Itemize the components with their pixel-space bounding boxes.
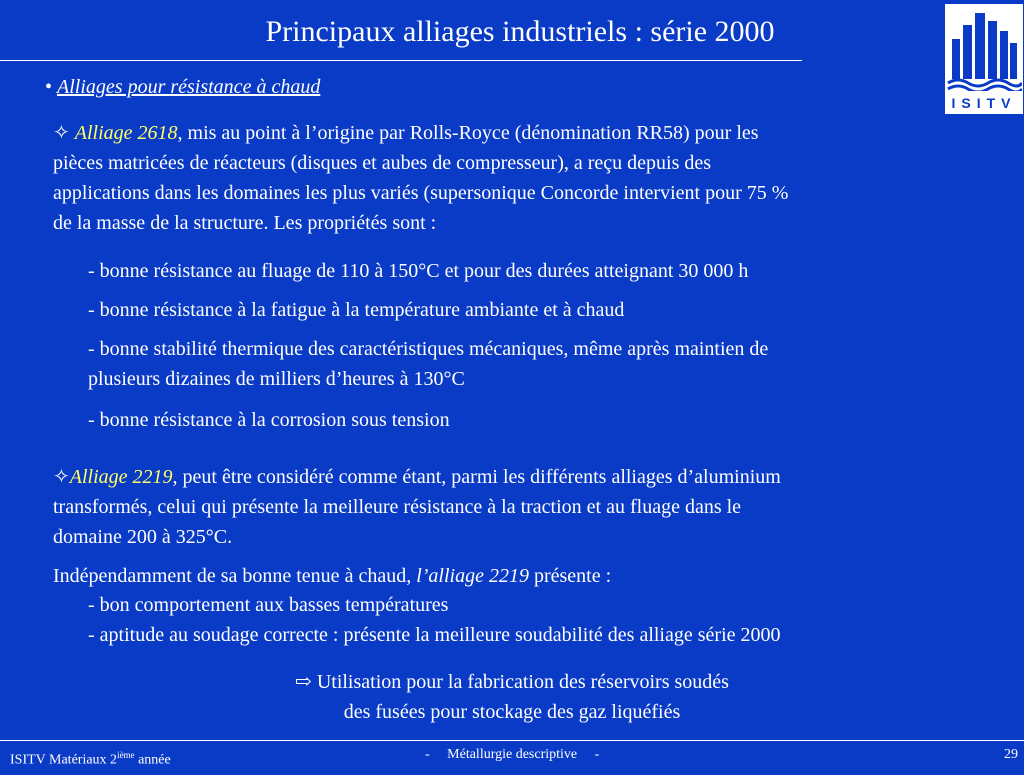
alloy-2219-paragraph <box>53 462 1003 552</box>
title-divider <box>0 60 802 61</box>
property-item: - aptitude au soudage correcte : présente la meilleure soudabilité des alliage série 2000 <box>88 624 781 646</box>
page-number: 29 <box>1004 747 1018 762</box>
property-item: - bonne stabilité thermique des caractéristiques mécaniques, même après maintien de <box>88 338 769 360</box>
independence-text: Indépendamment de sa bonne tenue à chaud, <box>53 565 417 587</box>
property-item: - bonne résistance au fluage de 110 à 150°C et pour des durées atteignant 30 000 h <box>88 260 749 282</box>
independence-post: présente : <box>528 565 612 587</box>
star-icon: ✧ <box>53 466 70 488</box>
subheading-text: Alliages pour résistance à chaud <box>57 76 321 98</box>
bullet: • <box>45 76 53 98</box>
slide-title: Principaux alliages industriels : série 2000 <box>265 15 775 48</box>
alloy-2618-paragraph <box>53 118 1003 238</box>
alloy-2618-line-1 <box>53 118 1003 148</box>
conclusion-line-2: des fusées pour stockage des gaz liquéfiés <box>343 701 681 723</box>
isitv-logo <box>945 4 1023 114</box>
alloy-2618-text: , mis au point à l’origine par Rolls-Royce (dénomination RR58) pour les <box>177 122 759 144</box>
alloy-2219-name: Alliage 2219 <box>69 466 173 488</box>
footer-course-text: ISITV Matériaux 2 <box>10 752 118 768</box>
footer-course <box>10 741 171 775</box>
alloy-2219-ref: l’alliage 2219 <box>416 565 529 587</box>
property-item: - bon comportement aux basses températures <box>88 594 449 616</box>
property-item: - bonne résistance à la corrosion sous tension <box>88 409 450 431</box>
alloy-2618-line-2: pièces matricées de réacteurs (disques et aubes de compresseur), a reçu depuis des <box>53 152 712 174</box>
section-subheading <box>45 76 320 99</box>
alloy-2618-line-4: de la masse de la structure. Les propriétés sont : <box>53 212 437 234</box>
property-item: - bonne résistance à la fatigue à la température ambiante et à chaud <box>88 299 625 321</box>
footer <box>0 740 1024 769</box>
alloy-2618-line-3: applications dans les domaines les plus variés (supersonique Concorde intervient pour 75 % <box>53 182 789 204</box>
logo-graphic <box>946 5 1022 91</box>
footer-course-post: année <box>134 752 171 768</box>
star-icon: ✧ <box>53 122 70 144</box>
property-item-cont: plusieurs dizaines de milliers d’heures à 130°C <box>88 368 465 390</box>
independence-line <box>53 561 1003 591</box>
footer-sup: ième <box>117 750 135 760</box>
arrow-right-icon: ⇨ <box>295 671 312 693</box>
conclusion-line-1 <box>0 668 1024 696</box>
alloy-2219-line-1 <box>53 462 1003 492</box>
alloy-2219-line-3: domaine 200 à 325°C. <box>53 526 233 548</box>
conclusion-text-1: Utilisation pour la fabrication des réservoirs soudés <box>316 671 729 693</box>
alloy-2219-line-2: transformés, celui qui présente la meilleure résistance à la traction et au fluage dans le <box>53 496 742 518</box>
alloy-2219-text: , peut être considéré comme étant, parmi les différents alliages d’aluminium <box>172 466 781 488</box>
footer-topic: - Métallurgie descriptive - <box>425 747 600 762</box>
alloy-2618-name: Alliage 2618 <box>74 122 178 144</box>
logo-text: ISITV <box>951 95 1017 111</box>
